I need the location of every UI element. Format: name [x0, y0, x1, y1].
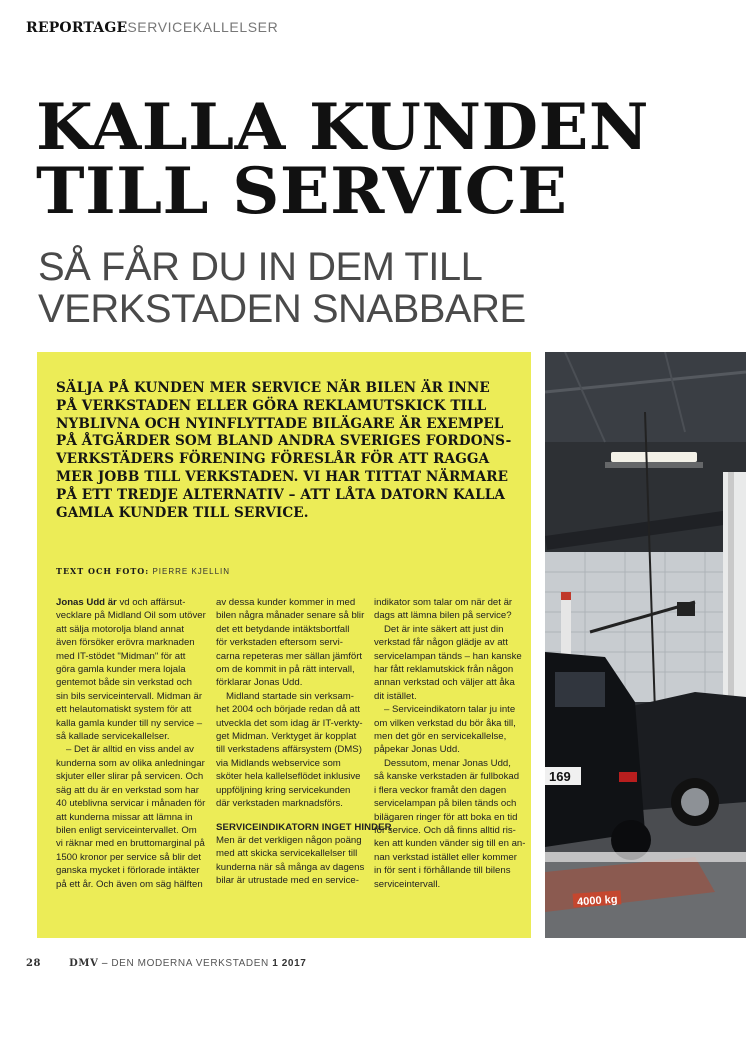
lead-rest: vd och affärsut- — [116, 597, 186, 608]
text-line: sin bils serviceintervall. Midman är — [56, 690, 203, 702]
text-line: för service. Och då finns alltid ris- — [374, 824, 516, 836]
text-line: av dessa kunder kommer in med — [216, 597, 356, 608]
text-line: – Det är alltid en viss andel av — [66, 744, 194, 756]
text-line: utveckla det som idag är IT-verkty- — [216, 717, 363, 729]
text-line: Midland startade sin verksam- — [226, 690, 354, 702]
text-line: dags att lämna bilen på service? — [374, 610, 512, 622]
text-line: get Midman. Verktyget är kopplat — [216, 731, 357, 743]
text-line: Det är inte säkert att just din — [384, 623, 504, 635]
issue-number: 1 2017 — [272, 958, 307, 969]
text-line: sköter hela kallelseflödet inklusive — [216, 771, 361, 783]
text-line: in för sent i förhållande till bilens — [374, 865, 511, 877]
text-line: 1500 kronor per service så blir det — [56, 851, 202, 863]
lift-capacity-label: 4000 kg — [576, 893, 618, 909]
byline-name: PIERRE KJELLIN — [152, 567, 231, 576]
text-line: så kanske verkstaden är fullbokad — [374, 771, 520, 783]
text-line: förklarar Jonas Udd. — [216, 677, 303, 689]
text-line: kalla gamla kunder till ny service – — [56, 717, 203, 729]
lede-paragraph — [56, 380, 516, 522]
lede-line: VERKSTÄDERS FÖRENING FÖRESLÅR FÖR ATT RAGGA — [56, 451, 490, 468]
text-line: het 2004 och började redan då att — [216, 704, 361, 716]
text-line: uppföljning kring servicekunden — [216, 784, 351, 796]
page-footer — [26, 958, 306, 969]
text-line: servicelampan tänds – han kanske — [374, 650, 522, 662]
headline-line: TILL SERVICE — [36, 154, 568, 229]
lead-in: Jonas Udd är — [56, 597, 117, 608]
text-line: har fått reklamutskick från någon — [374, 664, 514, 676]
text-line: på ett år. Och även om säg hälften — [56, 878, 203, 890]
text-line: att sälja motorolja bland annat — [56, 623, 184, 635]
text-line: ett helautomatiskt system för att — [56, 704, 192, 716]
body-column-3 — [374, 596, 526, 891]
text-line: för verkstaden eftersom servi- — [216, 637, 343, 649]
footer-separator: – — [98, 958, 112, 969]
body-column-2 — [216, 596, 392, 888]
workshop-photo-illustration — [545, 352, 746, 938]
text-line: påpekar Jonas Udd. — [374, 744, 460, 756]
lede-line: PÅ ETT TREDJE ALTERNATIV – ATT LÅTA DATORN KALLA — [56, 486, 506, 503]
text-line: vi räknar med en bruttomarginal på — [56, 838, 205, 850]
headline — [36, 90, 709, 229]
license-plate-text: 169 — [549, 769, 571, 784]
text-line: även försöker erövra marknaden — [56, 637, 195, 649]
text-line: med att skicka servicekallelser till — [216, 848, 358, 860]
workshop-photo — [545, 352, 746, 938]
lede-line: MER JOBB TILL VERKSTADEN. VI HAR TITTAT NÄRMARE — [56, 468, 509, 485]
byline-label: TEXT OCH FOTO: — [56, 566, 150, 576]
text-line: göra gamla kunder mera lojala — [56, 664, 186, 676]
text-line: Men är det verkligen någon poäng — [216, 834, 362, 846]
lede-line: PÅ VERKSTADEN ELLER GÖRA REKLAMUTSKICK TILL — [56, 397, 487, 414]
text-line: men det gör en servicekallelse, — [374, 731, 507, 743]
text-line: verkstad får någon glädje av att — [374, 637, 508, 649]
text-line: bilen enligt serviceintervallet. Om — [56, 824, 197, 836]
text-line: Dessutom, menar Jonas Udd, — [384, 757, 511, 769]
text-line: via Midlands webservice som — [216, 757, 341, 769]
text-line: i flera veckor framåt den dagen — [374, 784, 507, 796]
text-line: indikator som talar om när det är — [374, 597, 513, 608]
text-line: säg att du är en verkstad som har — [56, 784, 199, 796]
subheadline-line: VERKSTADEN SNABBARE — [38, 287, 526, 331]
text-line: kunderna när så många av dagens — [216, 861, 365, 873]
subheadline — [38, 246, 678, 330]
text-line: så kallade servicekallelser. — [56, 731, 170, 743]
section-label: REPORTAGE — [26, 20, 128, 36]
text-line: serviceintervall. — [374, 878, 441, 890]
magazine-logo: DMV — [69, 958, 99, 969]
subheadline-line: SÅ FÅR DU IN DEM TILL — [38, 245, 483, 289]
text-line: där verkstaden marknadsförs. — [216, 798, 343, 810]
text-line: det ett betydande intäktsbortfall — [216, 623, 350, 635]
text-line: bilen några månader senare så blir — [216, 610, 365, 622]
headline-line: KALLA KUNDEN — [36, 90, 650, 165]
text-line: ken att kunden vänder sig till en an- — [374, 838, 526, 850]
lede-line: SÄLJA PÅ KUNDEN MER SERVICE NÄR BILEN ÄR INNE — [56, 380, 490, 396]
lede-line: PÅ ÅTGÄRDER SOM BLAND ANDRA SVERIGES FORDONS- — [56, 433, 512, 450]
text-line: servicelampan på bilen tänds och — [374, 798, 517, 810]
text-line: annan verkstad och väljer att åka — [374, 677, 515, 689]
lede-line: NYBLIVNA OCH NYINFLYTTADE BILÄGARE ÄR EXEMPEL — [56, 415, 504, 432]
byline — [56, 566, 230, 576]
section-kicker — [26, 19, 278, 36]
text-line: – Serviceindikatorn talar ju inte — [384, 704, 516, 716]
text-line: till verkstadens affärsystem (DMS) — [216, 744, 362, 756]
text-line: nan verkstad istället eller kommer — [374, 851, 517, 863]
text-line: gentemot både sin verkstad och — [56, 677, 192, 689]
page-number: 28 — [26, 958, 42, 969]
text-line: dit istället. — [374, 690, 417, 702]
text-line: om de kommit in på rätt intervall, — [216, 664, 355, 676]
lede-line: GAMLA KUNDER TILL SERVICE. — [56, 504, 309, 521]
subsection-heading: SERVICEINDIKATORN INGET HINDER — [216, 821, 392, 833]
text-line: bilar är utrustade med en service- — [216, 875, 359, 887]
body-column-1 — [56, 596, 206, 891]
text-line: carna repeteras mer sällan jämfört — [216, 650, 363, 662]
text-line: om vilken verkstad du bör åka till, — [374, 717, 516, 729]
text-line: att kunderna missar att lämna in — [56, 811, 193, 823]
text-line: vecklare på Midland Oil som utöver — [56, 610, 206, 622]
text-line: kunderna som av olika anledningar — [56, 757, 205, 769]
text-line: skjuter eller slirar på servicen. Och — [56, 771, 204, 783]
subsection-label: SERVICEKALLELSER — [127, 19, 279, 35]
text-line: bilägaren ringer för att boka en tid — [374, 811, 518, 823]
text-line: med IT-stödet "Midman" för att — [56, 650, 186, 662]
text-line: ganska mycket i förlorade intäkter — [56, 865, 200, 877]
text-line: 40 uteblivna servicar i månaden för — [56, 798, 206, 810]
text-line — [56, 596, 202, 609]
magazine-name: DEN MODERNA VERKSTADEN — [111, 958, 269, 969]
